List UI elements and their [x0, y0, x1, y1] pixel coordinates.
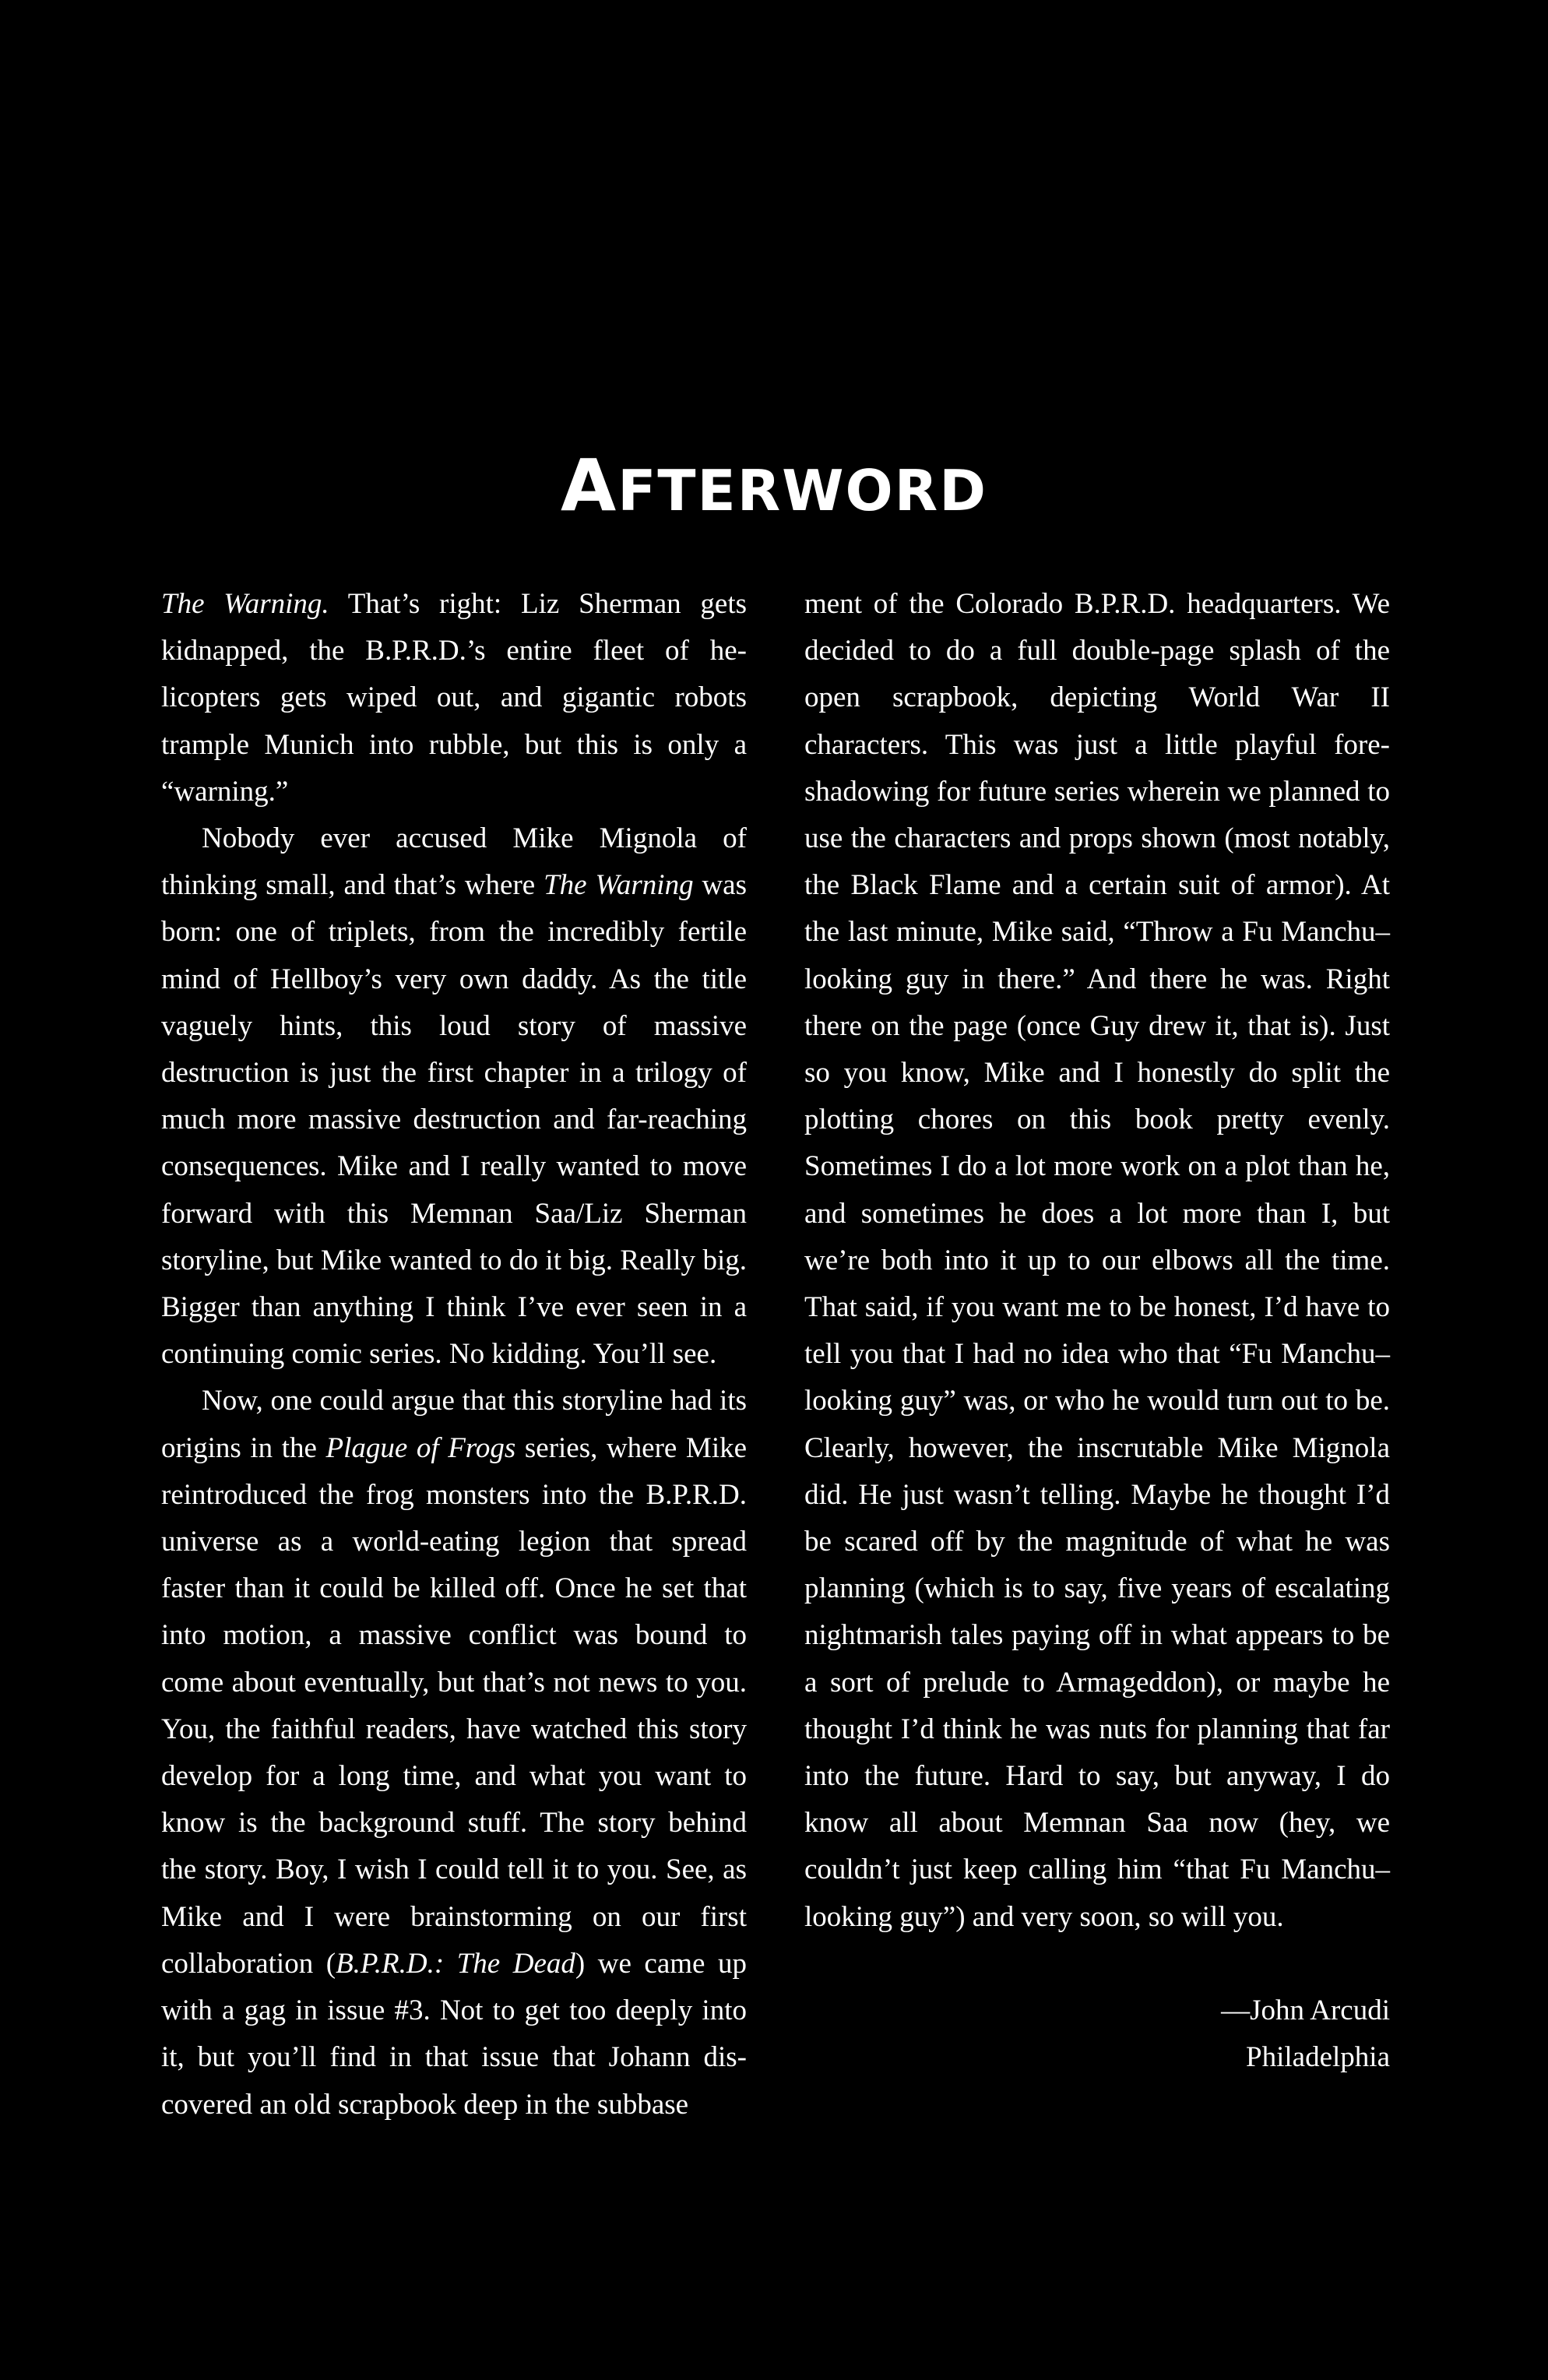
paragraph-1-italic-lead: The Warning. — [161, 588, 329, 620]
paragraph-3-italic-a: Plague of Frogs — [325, 1431, 516, 1464]
signature-block — [804, 1987, 1390, 2081]
paragraph-2 — [161, 815, 747, 1378]
left-column — [161, 581, 747, 2128]
signature-place: Philadelphia — [1246, 2041, 1390, 2074]
paragraph-2-text-b: was born: one of triplets, from the incredibly fertile mind of Hellboy’s very own daddy. As the title vaguely hints, this loud story of massive destruction is just the first chapter in a trilogy of much more massive destruction and far-reaching consequences. Mike and I really wanted to move forward with this Memnan Saa/Liz Sherman storyline, but Mike wanted to do it big. Really big. Bigger than anything I think I’ve ever seen in a continuing comic series. No kidding. You’ll see. — [161, 869, 747, 1371]
signature-name: —John Arcudi — [1221, 1994, 1390, 2026]
paragraph-2-text-a: Nobody ever accused Mike Mignola of thinking small, and that’s where — [161, 822, 747, 902]
right-column — [804, 581, 1390, 2081]
page-title — [0, 444, 1548, 527]
title-rest: FTERWORD — [617, 458, 987, 523]
paragraph-3-text-a: Now, one could argue that this storyline had its origins in the — [161, 1385, 747, 1464]
paragraph-3-text-b: series, where Mike reintroduced the frog monsters into the B.P.R.D. universe as a world-eating legion that spread faster than it could be killed off. Once he set that into motion, a massive conflict was bound to come about eventually, but that’s not news to you. You, the faithful readers, have watched this story develop for a long time, and what you want to know is the background stuff. The story behind the story. Boy, I wish I could tell it to you. See, as Mike and I were brainstorming on our first collaboration ( — [161, 1431, 748, 1980]
paragraph-1 — [161, 581, 747, 815]
paragraph-2-italic: The Warning — [544, 869, 694, 902]
title-first-letter: A — [561, 444, 618, 527]
paragraph-3 — [161, 1378, 747, 2128]
paragraph-3-text-c: ) we came up with a gag in issue #3. Not to get too deeply into it, but you’ll find in that issue that Johann discovered an old scrapbook deep in the subbase — [161, 1947, 748, 2121]
paragraph-3-italic-b: B.P.R.D.: The Dead — [336, 1947, 575, 1980]
paragraph-1-text: That’s right: Liz Sherman gets kidnapped, the B.P.R.D.’s entire fleet of helicopters gets wiped out, and gigantic robots trample Munich into rubble, but this is only a “warning.” — [161, 588, 748, 808]
paragraph-4: ment of the Colorado B.P.R.D. headquarters. We decided to do a full double-page splash of the open scrapbook, depicting World War II characters. This was just a little playful foreshadowing for future series wherein we planned to use the characters and props shown (most notably, the Black Flame and a certain suit of armor). At the last minute, Mike said, “Throw a Fu Manchu–looking guy in there.” And there he was. Right there on the page (once Guy drew it, that is). Just so you know, Mike and I honestly do split the plotting chores on this book pretty evenly. Sometimes I do a lot more work on a plot than he, and sometimes he does a lot more than I, but we’re both into it up to our elbows all the time. That said, if you want me to be honest, I’d have to tell you that I had no idea who that “Fu Manchu–looking guy” was, or who he would turn out to be. Clearly, however, the inscrutable Mike Mignola did. He just wasn’t telling. Maybe he thought I’d be scared off by the magnitude of what he was planning (which is to say, five years of escalating nightmarish tales paying off in what appears to be a sort of prelude to Armageddon), or maybe he thought I’d think he was nuts for planning that far into the future. Hard to say, but anyway, I do know all about Memnan Saa now (hey, we couldn’t just keep calling him “that Fu Manchu–looking guy”) and very soon, so will you. — [804, 588, 1390, 1933]
